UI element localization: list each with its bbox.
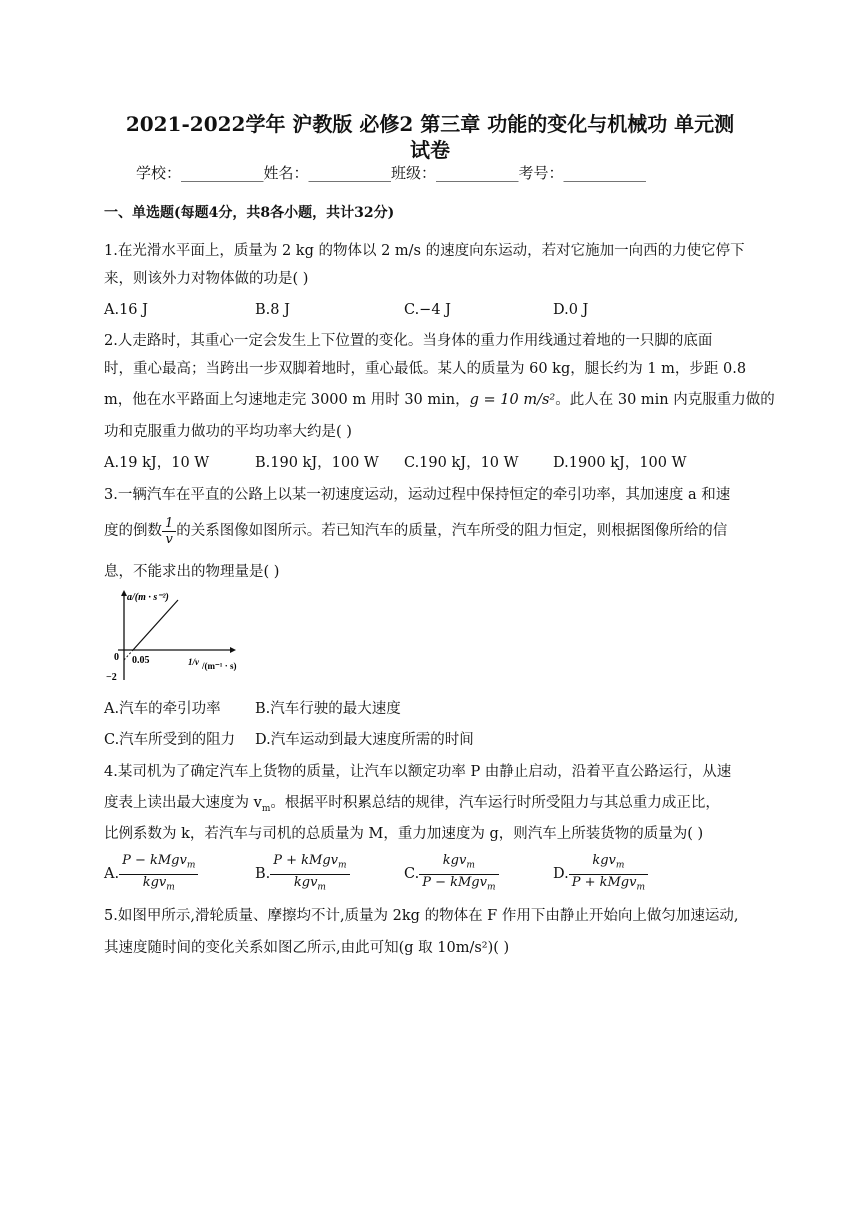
q4-c-den-sub: m	[486, 882, 496, 893]
q3-frac-num: 1	[162, 516, 176, 532]
q4-option-c	[404, 853, 499, 895]
q3-frac-den: v	[165, 531, 173, 547]
q2-line2: 时，重心最高；当跨出一步双脚着地时，重心最低。某人的质量为 60 kg，腿长约为 1 m，步距 0.8	[104, 361, 747, 377]
q4-d-num-sub: m	[615, 860, 625, 871]
q4-a-num	[119, 853, 198, 875]
q4-b-num-text: P + kMgv	[273, 853, 339, 868]
x-axis-label: /(m⁻¹ · s)	[202, 661, 237, 671]
q4-a-den	[119, 875, 198, 896]
q3-line1: 3.一辆汽车在平直的公路上以某一初速度运动，运动过程中保持恒定的牵引功率，其加速度 a 和速	[104, 487, 731, 503]
y-tick-label: −2	[106, 672, 117, 683]
q5-line2: 其速度随时间的变化关系如图乙所示,由此可知(g 取 10m/s²)( )	[104, 940, 510, 956]
q4-a-num-text: P − kMgv	[122, 853, 187, 868]
q4-c-num-sub: m	[466, 860, 475, 871]
q4-d-den	[569, 875, 648, 896]
q4-b-den-text: kgv	[293, 874, 318, 890]
q2-line1: 2.人走路时，其重心一定会发生上下位置的变化。当身体的重力作用线通过着地的一只脚的底面	[104, 333, 713, 349]
y-axis-label: a/(m · s⁻²)	[127, 592, 169, 603]
q1-option-b: B.8 J	[255, 302, 290, 318]
q3-option-d: D.汽车运动到最大速度所需的时间	[255, 732, 474, 748]
q4-c-num	[419, 853, 498, 875]
q4-b-num-sub: m	[338, 860, 347, 871]
q3-acceleration-graph	[104, 588, 254, 683]
q4-c-den-text: P − kMgv	[422, 874, 487, 890]
q4-line2-sub: m	[261, 803, 271, 814]
q3-option-a: A.汽车的牵引功率	[104, 701, 221, 717]
q4-option-a-fraction	[119, 853, 198, 895]
q3-line3: 息，不能求出的物理量是( )	[104, 564, 280, 580]
q3-line2-text-a: 度的倒数	[104, 523, 162, 539]
q2-option-c: C.190 kJ，10 W	[404, 455, 519, 471]
q2-option-d: D.1900 kJ，100 W	[553, 455, 687, 471]
q4-d-den-text: P + kMgv	[571, 874, 637, 890]
q4-option-d-label: D.	[553, 866, 569, 883]
q5-line1: 5.如图甲所示,滑轮质量、摩擦均不计,质量为 2kg 的物体在 F 作用下由静止开始向上做匀加速运动,	[104, 908, 739, 924]
q4-c-den	[419, 875, 498, 896]
q4-option-b	[255, 853, 350, 895]
q4-option-b-fraction	[270, 853, 349, 895]
q3-line2	[104, 515, 727, 547]
q4-line2-text-b: 。根据平时积累总结的规律，汽车运行时所受阻力与其总重力成正比，	[270, 795, 720, 811]
q3-reciprocal-fraction	[162, 516, 176, 547]
q4-option-b-label: B.	[255, 866, 271, 883]
q4-d-num-text: kgv	[592, 853, 616, 868]
q4-line2-text-a: 度表上读出最大速度为 v	[104, 795, 262, 811]
q4-d-num	[569, 853, 648, 875]
q2-gravity-formula: g = 10 m/s²	[469, 392, 556, 408]
x-axis-label-frac: 1/v	[188, 657, 199, 667]
q3-line2-text-b: 的关系图像如图所示。若已知汽车的质量，汽车所受的阻力恒定，则根据图像所给的信	[176, 523, 728, 539]
x-tick-label: 0.05	[132, 655, 150, 666]
q1-line1: 1.在光滑水平面上，质量为 2 kg 的物体以 2 m/s 的速度向东运动，若对它施加一向西的力使它停下	[104, 243, 745, 259]
q2-option-a: A.19 kJ，10 W	[104, 455, 210, 471]
q1-option-d: D.0 J	[553, 302, 589, 318]
q2-line3-text-a: m，他在水平路面上匀速地走完 3000 m 用时 30 min，	[104, 392, 470, 408]
q1-line2: 来，则该外力对物体做的功是( )	[104, 271, 309, 287]
q4-option-c-label: C.	[404, 866, 420, 883]
q4-option-d-fraction	[569, 853, 648, 895]
exam-title-line2: 试卷	[410, 138, 450, 162]
q4-a-num-sub: m	[186, 860, 196, 871]
q4-b-den-sub: m	[317, 882, 326, 893]
exam-title-line1: 2021-2022学年 沪教版 必修2 第三章 功能的变化与机械功 单元测	[125, 112, 735, 136]
q4-b-den	[270, 875, 349, 896]
q4-option-d	[553, 853, 648, 895]
q4-option-a	[104, 853, 198, 895]
q4-line1: 4.某司机为了确定汽车上货物的质量，让汽车以额定功率 P 由静止启动，沿着平直公路运行，从速	[104, 764, 732, 780]
q4-line2	[104, 792, 720, 820]
q4-b-num	[270, 853, 349, 875]
graph-line	[133, 600, 178, 650]
q4-d-den-sub: m	[636, 882, 646, 893]
q1-option-c: C.−4 J	[404, 302, 451, 318]
q3-option-c: C.汽车所受到的阻力	[104, 732, 236, 748]
q2-line4: 功和克服重力做功的平均功率大约是( )	[104, 424, 352, 440]
q3-option-b: B.汽车行驶的最大速度	[255, 701, 401, 717]
q4-a-den-sub: m	[166, 882, 175, 893]
origin-label: 0	[114, 652, 119, 663]
student-info-line: 学校：___________姓名：___________班级：___________考号：___________	[136, 164, 647, 182]
q4-line3: 比例系数为 k，若汽车与司机的总质量为 M，重力加速度为 g，则汽车上所装货物的质量为( )	[104, 826, 704, 842]
q4-option-a-label: A.	[104, 866, 120, 883]
q2-line3-text-b: 。此人在 30 min 内克服重力做的	[555, 392, 775, 408]
q4-option-c-fraction	[419, 853, 498, 895]
q2-line3	[104, 389, 775, 411]
section-heading: 一、单选题(每题4分，共8各小题，共计32分)	[104, 205, 395, 221]
q1-option-a: A.16 J	[104, 302, 148, 318]
q4-a-den-text: kgv	[142, 874, 167, 890]
q4-c-num-text: kgv	[442, 853, 467, 868]
x-axis-arrow	[230, 647, 236, 653]
q2-option-b: B.190 kJ，100 W	[255, 455, 379, 471]
